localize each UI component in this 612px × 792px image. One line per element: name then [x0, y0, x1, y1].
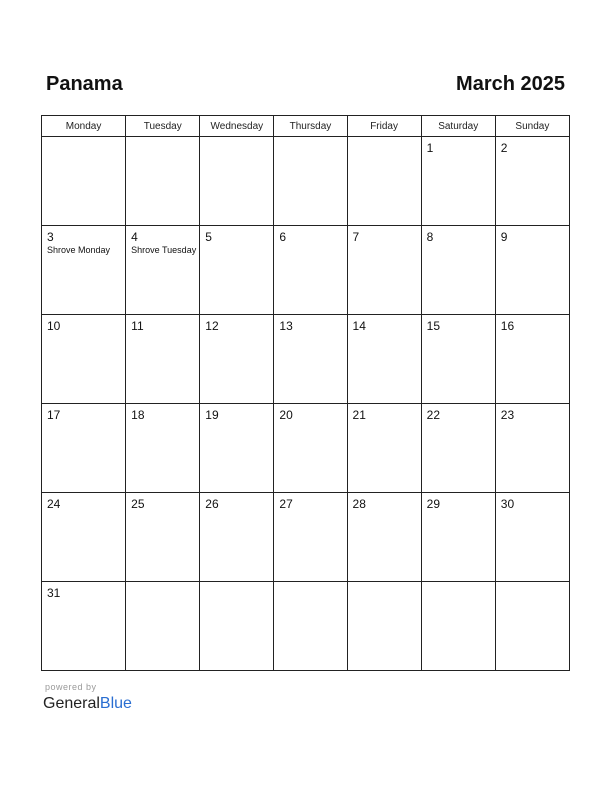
day-number: 7 [352, 230, 360, 244]
day-cell [126, 137, 200, 226]
day-number: 5 [205, 230, 212, 244]
day-number: 19 [205, 408, 219, 422]
day-cell [42, 315, 126, 404]
day-number: 18 [131, 408, 145, 422]
day-cell [421, 493, 495, 582]
day-cell [421, 582, 495, 671]
day-cell [42, 493, 126, 582]
day-number: 16 [500, 319, 515, 333]
day-cell [495, 582, 569, 671]
week-row [42, 404, 570, 493]
day-cell [274, 493, 347, 582]
day-number: 6 [279, 230, 287, 244]
holiday-label: Shrove Tuesday [131, 245, 197, 255]
day-cell [274, 226, 347, 315]
day-number: 14 [352, 319, 366, 333]
weekday-sunday: Sunday [495, 116, 569, 137]
day-number: 12 [205, 319, 219, 333]
day-number: 21 [352, 408, 366, 422]
day-number: 30 [500, 497, 515, 511]
day-cell [42, 137, 126, 226]
day-cell [347, 493, 421, 582]
day-number: 3 [47, 230, 54, 244]
day-number: 24 [47, 497, 61, 511]
week-row [42, 137, 570, 226]
day-number: 20 [279, 408, 293, 422]
week-row [42, 582, 570, 671]
day-cell [200, 493, 274, 582]
day-number: 17 [47, 408, 61, 422]
day-number: 26 [205, 497, 219, 511]
day-cell [495, 226, 569, 315]
weekday-wednesday: Wednesday [200, 116, 274, 137]
weekday-tuesday: Tuesday [126, 116, 200, 137]
day-cell [126, 404, 200, 493]
day-cell [421, 137, 495, 226]
weekday-monday: Monday [42, 116, 126, 137]
weekday-thursday: Thursday [274, 116, 347, 137]
brand-name-part1: General [43, 695, 100, 712]
day-cell [347, 404, 421, 493]
weekday-saturday: Saturday [421, 116, 495, 137]
brand-name-part2: Blue [99, 695, 132, 712]
day-cell [347, 137, 421, 226]
weekday-header-row [42, 116, 570, 137]
day-cell [42, 582, 126, 671]
day-number: 4 [131, 230, 138, 244]
holiday-label: Shrove Monday [47, 245, 111, 255]
day-cell [421, 404, 495, 493]
day-cell [495, 493, 569, 582]
day-number: 28 [352, 497, 366, 511]
day-number: 2 [500, 141, 508, 155]
day-number: 25 [131, 497, 145, 511]
day-cell [200, 404, 274, 493]
day-number: 15 [426, 319, 441, 333]
day-cell [495, 137, 569, 226]
day-cell [200, 315, 274, 404]
week-row [42, 226, 570, 315]
month-title: March 2025 [456, 73, 565, 95]
day-cell [347, 582, 421, 671]
day-cell [495, 404, 569, 493]
day-cell [200, 137, 274, 226]
day-number: 27 [279, 497, 293, 511]
day-cell [274, 137, 347, 226]
day-cell [126, 315, 200, 404]
day-number: 23 [500, 408, 515, 422]
day-cell [274, 582, 347, 671]
day-cell [200, 226, 274, 315]
day-cell [347, 226, 421, 315]
brand-logo [43, 694, 132, 714]
week-row [42, 493, 570, 582]
footer-branding [43, 682, 132, 714]
day-number: 11 [131, 319, 144, 333]
calendar-body [42, 137, 570, 671]
day-cell [42, 226, 126, 315]
day-number: 29 [426, 497, 441, 511]
day-cell [274, 404, 347, 493]
day-number: 1 [426, 141, 434, 155]
day-cell [126, 493, 200, 582]
day-number: 22 [426, 408, 441, 422]
day-number: 31 [47, 586, 61, 600]
day-cell [200, 582, 274, 671]
day-cell [274, 315, 347, 404]
day-cell [42, 404, 126, 493]
day-number: 10 [47, 319, 61, 333]
week-row [42, 315, 570, 404]
day-cell [126, 582, 200, 671]
day-number: 9 [500, 230, 508, 244]
day-cell [347, 315, 421, 404]
day-number: 8 [426, 230, 434, 244]
day-number: 13 [279, 319, 293, 333]
day-cell [495, 315, 569, 404]
day-cell [126, 226, 200, 315]
weekday-friday: Friday [347, 116, 421, 137]
day-cell [421, 226, 495, 315]
calendar-grid [41, 115, 570, 671]
calendar-header [46, 72, 565, 98]
country-title: Panama [46, 73, 123, 95]
powered-by-label: powered by [45, 682, 97, 692]
day-cell [421, 315, 495, 404]
